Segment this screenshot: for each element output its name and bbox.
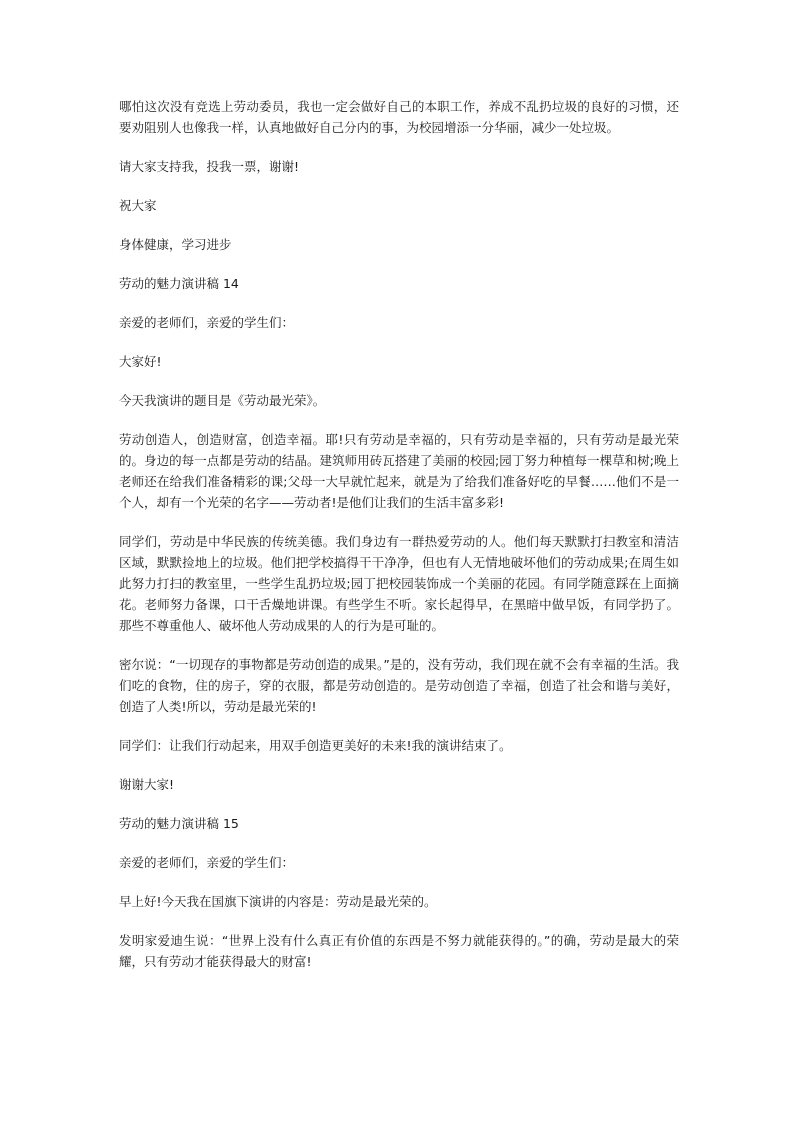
speech-title-15: 劳动的魅力演讲稿 15 xyxy=(119,816,239,831)
greeting-hello: 大家好! xyxy=(119,354,162,369)
speech-topic: 今天我演讲的题目是《劳动最光荣》。 xyxy=(119,393,326,408)
paragraph-labor-creates: 劳动创造人，创造财富，创造幸福。耶!只有劳动是幸福的，只有劳动是幸福的，只有劳动是最光荣的。身边的每一点都是劳动的结晶。建筑师用砖瓦搭建了美丽的校园;园丁努力种植每一棵草和树;晚上老师还在给我们准备精彩的课;父母一大早就忙起来，就是为了给我们准备好吃的早餐……他们不是一个人，却有一个光荣的名字——劳动者!是他们让我们的生活丰富多彩! xyxy=(119,432,679,510)
paragraph-mill-quote: 密尔说：“一切现存的事物都是劳动创造的成果。”是的，没有劳动，我们现在就不会有幸福的生活。我们吃的食物，住的房子，穿的衣服，都是劳动创造的。是劳动创造了幸福，创造了社会和谐与美好，创造了人类!所以，劳动是最光荣的! xyxy=(119,657,679,714)
greeting-teachers-students-2: 亲爱的老师们，亲爱的学生们： xyxy=(119,855,295,870)
paragraph-vote-request: 请大家支持我，投我一票，谢谢! xyxy=(119,159,300,174)
paragraph-thanks: 谢谢大家! xyxy=(119,777,175,792)
paragraph-edison-quote: 发明家爱迪生说：“世界上没有什么真正有价值的东西是不努力就能获得的。”的确，劳动是最大的荣耀，只有劳动才能获得最大的财富! xyxy=(119,933,679,969)
paragraph-flag-speech: 早上好!今天我在国旗下演讲的内容是：劳动是最光荣的。 xyxy=(119,894,437,909)
greeting-teachers-students: 亲爱的老师们，亲爱的学生们： xyxy=(119,315,295,330)
document-page xyxy=(119,96,679,990)
paragraph-commitment: 哪怕这次没有竞选上劳动委员，我也一定会做好自己的本职工作，养成不乱扔垃圾的良好的习惯，还要劝阻别人也像我一样，认真地做好自己分内的事，为校园增添一分华丽，减少一处垃圾。 xyxy=(119,99,679,135)
paragraph-wish-opening: 祝大家 xyxy=(119,198,157,213)
paragraph-call-to-action: 同学们：让我们行动起来，用双手创造更美好的未来!我的演讲结束了。 xyxy=(119,738,512,753)
speech-title-14: 劳动的魅力演讲稿 14 xyxy=(119,276,239,291)
paragraph-traditional-virtue: 同学们，劳动是中华民族的传统美德。我们身边有一群热爱劳动的人。他们每天默默打扫教室和清洁区域，默默捡地上的垃圾。他们把学校搞得干干净净，但也有人无情地破坏他们的劳动成果;在周生如此努力打扫的教室里，一些学生乱扔垃圾;园丁把校园装饰成一个美丽的花园。有同学随意踩在上面摘花。老师努力备课，口干舌燥地讲课。有些学生不听。家长起得早，在黑暗中做早饭，有同学扔了。那些不尊重他人、破坏他人劳动成果的人的行为是可耻的。 xyxy=(119,534,679,633)
paragraph-wish-body: 身体健康，学习进步 xyxy=(119,237,232,252)
